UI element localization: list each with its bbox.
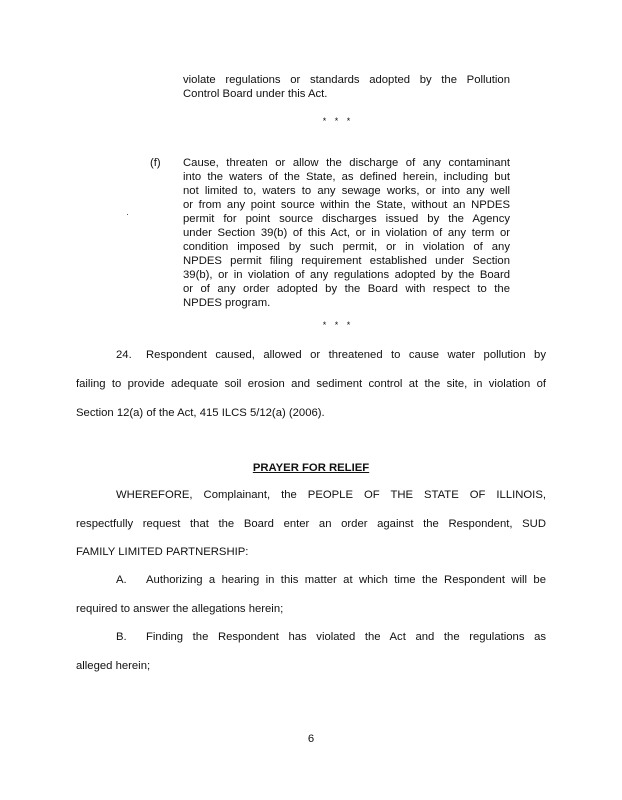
relief-item-line: Finding the Respondent has violated the Act and the regulations as [146, 631, 546, 643]
relief-item-line: Authorizing a hearing in this matter at which time the Respondent will be [146, 574, 546, 586]
quote-line-1: violate regulations or standards adopted by the Pollution [183, 74, 510, 86]
subsection-line: not limited to, waters to any sewage works, or into any well [183, 185, 510, 197]
prayer-intro-line: FAMILY LIMITED PARTNERSHIP: [76, 546, 249, 558]
paragraph-line: failing to provide adequate soil erosion and sediment control at the site, in violation of [76, 378, 546, 390]
relief-item-line: required to answer the allegations herein; [76, 603, 284, 615]
subsection-line: 39(b), or in violation of any regulations adopted by the Board [183, 269, 510, 281]
subsection-line: condition imposed by such permit, or in violation of any [183, 241, 510, 253]
subsection-line: or of any order adopted by the Board with respect to the [183, 283, 510, 295]
subsection-line: or from any point source within the State, without an NPDES [183, 199, 510, 211]
subsection-label: (f) [150, 157, 161, 169]
relief-item-label: A. [116, 574, 127, 586]
page-number: 6 [307, 733, 315, 745]
section-heading: PRAYER FOR RELIEF [252, 462, 370, 474]
section-break-stars: * * * [322, 320, 354, 330]
section-break-stars: * * * [322, 116, 354, 126]
paragraph-line: Section 12(a) of the Act, 415 ILCS 5/12(a) (2006). [76, 407, 325, 419]
relief-item-line: alleged herein; [76, 660, 151, 672]
relief-item-label: B. [116, 631, 127, 643]
subsection-line: into the waters of the State, as defined herein, including but [183, 171, 510, 183]
prayer-intro-line: respectfully request that the Board enter an order against the Respondent, SUD [76, 518, 546, 530]
scan-speck [127, 214, 128, 215]
quote-line-2: Control Board under this Act. [183, 88, 328, 100]
subsection-line: Cause, threaten or allow the discharge of any contaminant [183, 157, 510, 169]
paragraph-number: 24. [116, 349, 132, 361]
subsection-line: under Section 39(b) of this Act, or in violation of any term or [183, 227, 510, 239]
subsection-line: NPDES permit filing requirement established under Section [183, 255, 510, 267]
subsection-line: permit for point source discharges issued by the Agency [183, 213, 510, 225]
paragraph-line: Respondent caused, allowed or threatened to cause water pollution by [146, 349, 546, 361]
prayer-intro-line: WHEREFORE, Complainant, the PEOPLE OF THE STATE OF ILLINOIS, [116, 489, 546, 501]
subsection-line: NPDES program. [183, 297, 271, 309]
